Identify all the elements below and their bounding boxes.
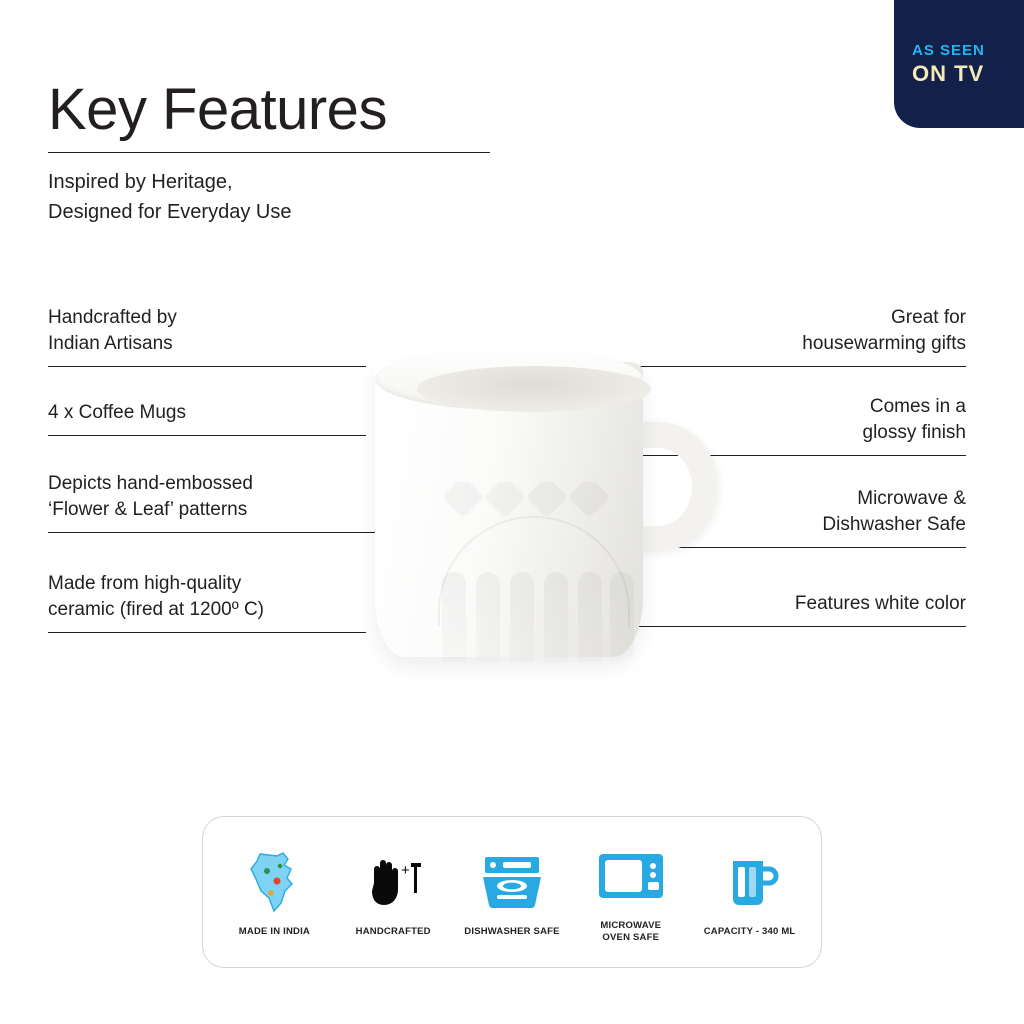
emboss-petal: [442, 572, 466, 662]
feature-text-line-1: Depicts hand-embossed: [48, 473, 253, 494]
subtitle-line-2: Designed for Everyday Use: [48, 201, 292, 223]
emboss-petal: [476, 572, 500, 662]
emboss-petal: [578, 572, 602, 662]
feature-text-line-2: ‘Flower & Leaf’ patterns: [48, 499, 248, 520]
icon-cell-dishwasher-safe: [453, 846, 571, 938]
emboss-diamond: [568, 482, 610, 518]
mug-rim: [375, 348, 643, 410]
emboss-diamond: [526, 482, 568, 518]
feature-icon-strip: [202, 816, 822, 968]
title-divider: [48, 152, 490, 153]
svg-text:+: +: [401, 862, 410, 879]
icon-label: MADE IN INDIA: [238, 926, 310, 937]
feature-divider: [48, 435, 366, 436]
subtitle-line-1: Inspired by Heritage,: [48, 171, 233, 193]
feature-text-line-2: Indian Artisans: [48, 333, 173, 354]
feature-text-line-1: Handcrafted by: [48, 307, 177, 328]
emboss-petal: [610, 572, 634, 662]
icon-label: DISHWASHER SAFE: [464, 926, 560, 937]
feature-list-left: [48, 305, 398, 633]
feature-text-line-2: housewarming gifts: [802, 333, 966, 354]
feature-text-line-1: Microwave &: [857, 488, 966, 509]
icon-cell-microwave-oven-safe: [572, 840, 690, 944]
product-image-mug: [350, 340, 730, 720]
feature-text-line-1: Features white color: [794, 593, 966, 614]
page-title: Key Features: [48, 77, 387, 142]
mug-embossed-pattern: [420, 482, 648, 662]
icon-cell-handcrafted: [334, 846, 452, 938]
feature-divider: [48, 366, 366, 367]
emboss-diamond: [442, 482, 484, 518]
feature-text-line-1: Made from high-quality: [48, 573, 242, 594]
india-map-icon: [247, 846, 301, 918]
feature-text-line-1: Great for: [891, 307, 966, 328]
jug-icon: [721, 846, 779, 918]
badge-line-2: ON TV: [912, 61, 985, 86]
feature-item: [48, 471, 398, 533]
as-seen-on-tv-badge: [894, 0, 1024, 128]
badge-line-1: AS SEEN: [912, 42, 985, 59]
feature-text-line-2: Dishwasher Safe: [822, 514, 966, 535]
feature-item: [48, 305, 398, 367]
emboss-petal: [544, 572, 568, 662]
feature-text-line-1: Comes in a: [869, 396, 966, 417]
mug-interior: [417, 366, 651, 412]
feature-text-line-1: 4 x Coffee Mugs: [48, 402, 187, 423]
icon-label: HANDCRAFTED: [355, 926, 431, 937]
hand-tool-icon: [362, 846, 424, 918]
emboss-petal: [510, 572, 534, 662]
feature-item: [48, 400, 398, 436]
feature-item: [48, 571, 398, 633]
emboss-diamond: [484, 482, 526, 518]
microwave-icon: [596, 840, 666, 912]
feature-text-line-2: glossy finish: [862, 422, 966, 443]
dishwasher-icon: [477, 846, 547, 918]
page-subtitle: [48, 167, 518, 227]
feature-divider: [48, 532, 378, 533]
feature-text-line-2: ceramic (fired at 1200º C): [48, 599, 265, 620]
icon-label: MICROWAVE OVEN SAFE: [600, 920, 662, 943]
icon-label: CAPACITY - 340 ML: [703, 926, 796, 937]
header-block: [48, 78, 518, 227]
icon-cell-made-in-india: [215, 846, 333, 938]
icon-cell-capacity: [691, 846, 809, 938]
feature-divider: [48, 632, 366, 633]
